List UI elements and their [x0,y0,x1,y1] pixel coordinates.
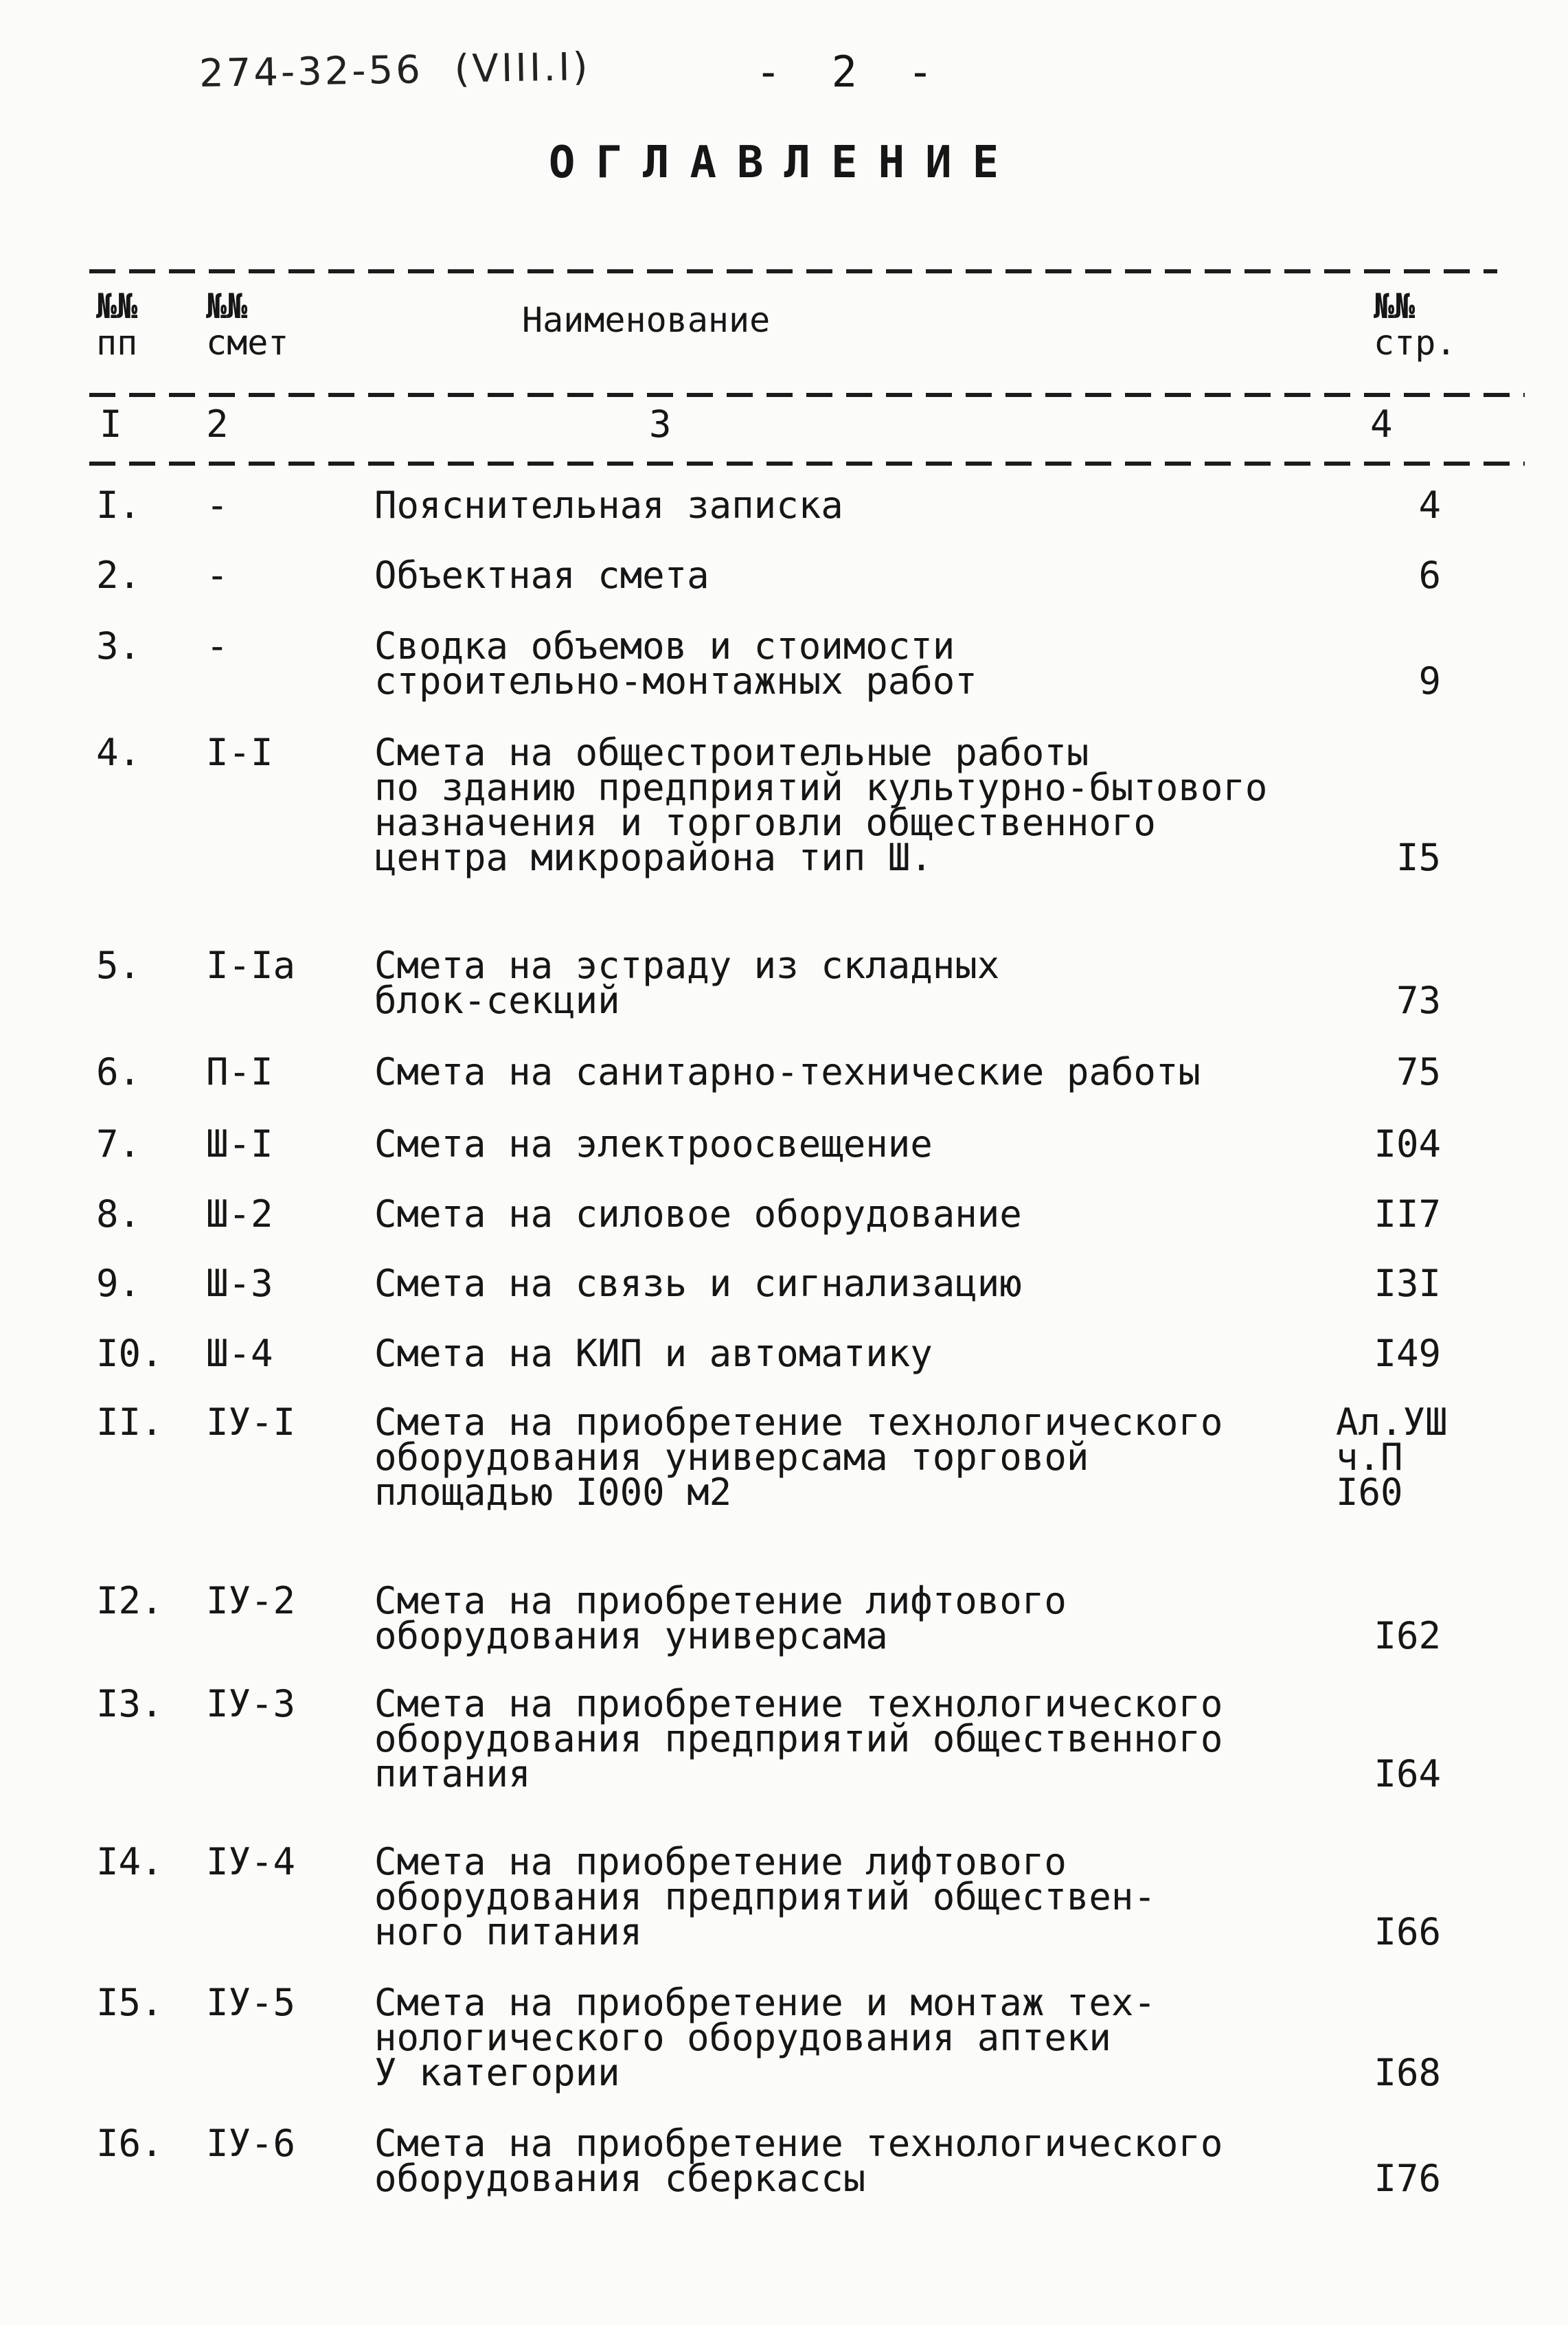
row-page-number: 75 [1396,1050,1441,1093]
header-col-page-line2: стр. [1374,322,1457,363]
column-numbers-rule [89,462,1525,466]
row-smeta-number: IУ-2 [206,1579,296,1622]
row-name: Смета на связь и сигнализацию [374,1262,1022,1305]
document-code [198,45,591,96]
row-number: 8. [96,1192,141,1236]
header-col-num-line1: №№ [96,286,138,326]
row-number: 5. [96,944,141,987]
row-name: Смета на силовое оборудование [374,1192,1022,1236]
row-name: Смета на эстраду из складных блок-секций [374,944,1000,1022]
table-top-rule [89,269,1497,273]
row-name: Смета на КИП и автоматику [374,1332,933,1375]
header-col-num [96,288,137,361]
row-number: 2. [96,554,141,597]
column-number-4: 4 [1370,402,1393,446]
row-page-number: Ал.УШ ч.П I60 [1336,1400,1448,1514]
row-number: 9. [96,1262,141,1305]
row-name: Смета на приобретение технологического оборудования универсама торговой площадью I000 м2 [374,1400,1223,1514]
row-number: II. [96,1400,163,1444]
row-number: I6. [96,2122,163,2165]
row-page-number: I76 [1374,2157,1441,2200]
row-smeta-number: П-I [206,1050,273,1093]
header-col-smeta-line1: №№ [206,286,248,326]
header-col-num-line2: пп [96,322,138,363]
document-code-number: 274-32-56 [198,47,424,96]
page-title: ОГЛАВЛЕНИЕ [548,137,1020,188]
row-smeta-number: I-Ia [206,944,296,987]
row-smeta-number: Ш-3 [206,1262,273,1305]
header-col-smeta [206,288,288,361]
column-number-3: 3 [649,402,672,446]
row-name: Смета на общестроительные работы по зданию предприятий культурно-бытового назначения и торговли общественного центра микрорайона тип Ш. [374,731,1268,879]
row-name: Объектная смета [374,554,709,597]
row-smeta-number: I-I [206,731,273,774]
row-number: 3. [96,624,141,668]
row-number: 4. [96,731,141,774]
row-number: I2. [96,1579,163,1622]
row-page-number: I68 [1374,2051,1441,2094]
row-page-number: I64 [1374,1752,1441,1795]
row-number: 7. [96,1122,141,1166]
row-name: Смета на приобретение лифтового оборудования предприятий обществен- ного питания [374,1840,1156,1953]
row-number: I4. [96,1840,163,1883]
row-smeta-number: IУ-I [206,1400,296,1444]
header-col-page [1374,288,1456,361]
row-page-number: 4 [1418,484,1441,527]
row-smeta-number: - [206,624,229,668]
row-page-number: I5 [1396,836,1441,879]
row-smeta-number: - [206,484,229,527]
row-name: Смета на приобретение технологического оборудования предприятий общественного питания [374,1682,1223,1795]
row-number: I0. [96,1332,163,1375]
column-number-2: 2 [206,402,229,446]
row-name: Пояснительная записка [374,484,843,527]
header-rule [89,393,1525,397]
row-smeta-number: IУ-5 [206,1981,296,2024]
row-page-number: I62 [1374,1614,1441,1657]
row-number: I3. [96,1682,163,1725]
document-volume: (VIII.I) [454,45,591,92]
row-name: Смета на приобретение технологического оборудования сберкассы [374,2122,1223,2200]
row-smeta-number: Ш-2 [206,1192,273,1236]
row-page-number: I3I [1374,1262,1441,1305]
row-name: Смета на приобретение и монтаж тех- нологического оборудования аптеки У категории [374,1981,1156,2094]
column-number-1: I [100,402,122,446]
row-number: 6. [96,1050,141,1093]
row-name: Смета на санитарно-технические работы [374,1050,1201,1093]
row-page-number: II7 [1374,1192,1441,1236]
row-page-number: 9 [1418,659,1441,703]
row-number: I5. [96,1981,163,2024]
row-smeta-number: - [206,554,229,597]
row-name: Сводка объемов и стоимости строительно-монтажных работ [374,624,977,703]
row-smeta-number: Ш-4 [206,1332,273,1375]
row-page-number: 73 [1396,979,1441,1022]
row-page-number: I49 [1374,1332,1441,1375]
row-smeta-number: Ш-I [206,1122,273,1166]
row-name: Смета на электроосвещение [374,1122,933,1166]
header-col-page-line1: №№ [1374,286,1416,326]
page-number: - 2 - [755,47,946,97]
header-col-name: Наименование [522,300,771,340]
row-smeta-number: IУ-4 [206,1840,296,1883]
row-number: I. [96,484,141,527]
row-page-number: I04 [1374,1122,1441,1166]
row-page-number: I66 [1374,1910,1441,1953]
row-smeta-number: IУ-3 [206,1682,296,1725]
row-smeta-number: IУ-6 [206,2122,296,2165]
row-name: Смета на приобретение лифтового оборудования универсама [374,1579,1067,1657]
header-col-smeta-line2: смет [206,322,289,363]
row-page-number: 6 [1418,554,1441,597]
